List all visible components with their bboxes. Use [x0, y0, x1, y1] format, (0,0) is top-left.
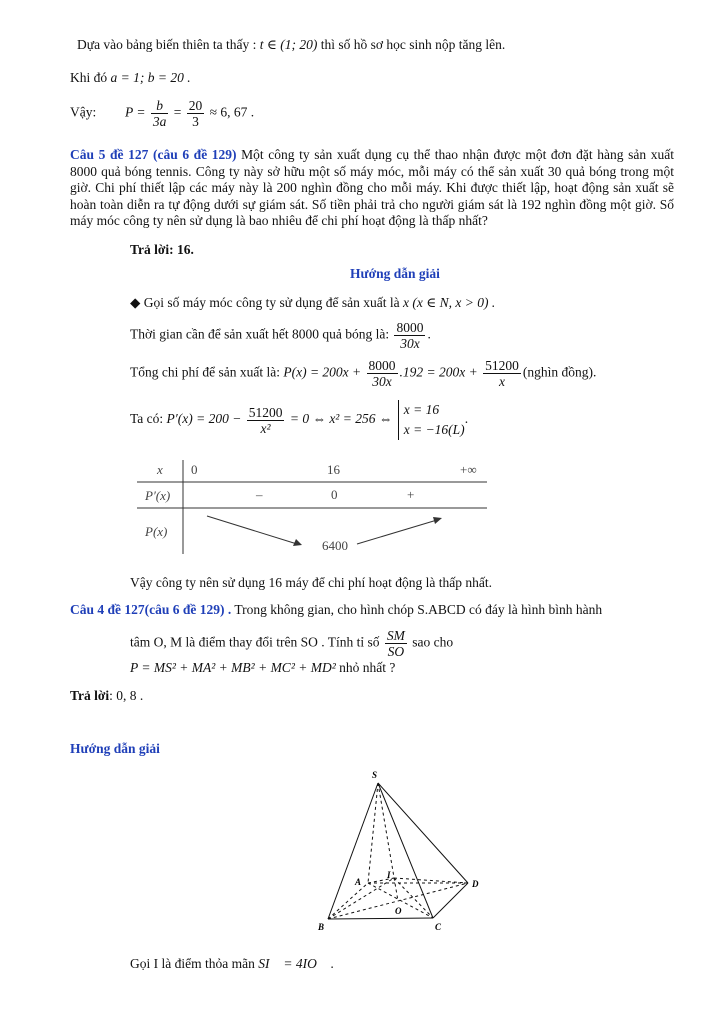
q5-answer: Trả lời: 16.	[130, 242, 194, 257]
increasing-arrowhead	[433, 517, 442, 524]
decreasing-arrowhead	[293, 539, 302, 546]
table-row-function: P(x)	[145, 524, 168, 539]
fraction-51200-x: $\frac{51200}{x}$	[485, 358, 519, 389]
q5-step-2: Thời gian cần để sản xuất hết 8000 quả bóng là: $\frac{8000}{30x}$ .	[130, 320, 431, 351]
question-4-formula: P = MS² + MA² + MB² + MC² + MD² nhỏ nhất ?	[130, 660, 396, 675]
question-4-title: Câu 4 đề 127(câu 6 đề 129) .	[70, 602, 232, 617]
table-x2: +∞	[460, 462, 477, 477]
q5-conclusion: Vậy công ty nên sử dụng 16 máy để chi phí hoạt động là thấp nhất.	[130, 575, 492, 590]
table-x1: 16	[327, 462, 340, 477]
q4-answer: Trả lời: 0, 8 .	[70, 688, 144, 703]
sign-plus: +	[407, 487, 415, 502]
pyramid-figure	[310, 768, 490, 938]
q5-step-1: ◆ Gọi số máy móc công ty sử dụng để sản xuất là x (x ∈ N, x > 0) .	[130, 295, 496, 310]
q5-step-4: Ta có: P′(x) = 200 − $\frac{51200}{\text{x²}}$ = 0 ⇔ x² = 256 ⇔ x = 16 x = −16(L) .	[130, 400, 468, 440]
label-S: S	[372, 770, 378, 780]
text-line-1: Dựa vào bảng biến thiên ta thấy : t ∈ (1; 20) thì số hồ sơ học sinh nộp tăng lên.	[77, 37, 506, 52]
table-row-derivative: P′(x)	[145, 488, 171, 503]
fraction-8000-30x-b: $\frac{8000}{30x}$	[368, 358, 396, 389]
q4-final-line: Gọi I là điểm thỏa mãn SI⃗ = 4IO⃗ .	[130, 956, 335, 971]
variation-table	[135, 458, 495, 558]
question-4-line-2: tâm O, M là điểm thay đổi trên SO . Tính tỉ số $\frac{SM}{SO}$ sao cho	[130, 628, 454, 659]
fraction-sm-so: $\frac{SM}{SO}$	[386, 628, 405, 659]
root-system: x = 16 x = −16(L)	[398, 400, 465, 440]
label-O: O	[395, 906, 402, 916]
sign-zero: 0	[331, 487, 338, 502]
fraction-51200-x2: $\frac{51200}{\text{x²}}$	[248, 404, 283, 436]
table-min-value: 6400	[322, 538, 348, 553]
label-I: I	[387, 870, 391, 880]
fraction-8000-30x: $\frac{8000}{30x}$	[396, 320, 424, 351]
table-row-x: x	[157, 462, 163, 477]
sign-minus: –	[256, 487, 263, 502]
question-5-title: Câu 5 đề 127 (câu 6 đề 129)	[70, 147, 237, 162]
label-C: C	[435, 922, 442, 932]
increasing-arrow	[357, 520, 437, 544]
table-x0: 0	[191, 462, 198, 477]
label-A: A	[355, 877, 362, 887]
q5-step-3: Tổng chi phí để sản xuất là: P(x) = 200x + $\frac{8000}{30x}$ .192 = 200x + $\frac{51200}{x}$ (nghìn đồng).	[130, 358, 597, 389]
label-D: D	[472, 879, 479, 889]
decreasing-arrow	[207, 516, 297, 544]
q4-guide-title: Hướng dẫn giải	[70, 741, 160, 756]
question-5-paragraph: Câu 5 đề 127 (câu 6 đề 129) Một công ty sản xuất dụng cụ thể thao nhận được một đơn đặt hàng sản xuất 8000 quả bóng tennis. Công ty này sở hữu một số máy móc, mỗi máy có thể sản xuất 30 quả bóng trong một giờ. Chi phí thiết lập các máy này là 200 nghìn đồng cho mỗi máy. Khi được thiết lập, hoạt động sản xuất sẽ hoàn toàn diễn ra tự động dưới sự giám sát. Số tiền phải trả cho người giám sát là 192 nghìn đồng một giờ. Số máy móc công ty nên sử dụng là bao nhiêu để chi phí hoạt động là thấp nhất?	[70, 147, 674, 228]
text-line-3: Vậy: P = $\frac{b}{3a}$ = $\frac{20}{3}$ ≈ 6, 67 .	[70, 98, 255, 129]
fraction-b-3a: $\frac{b}{3a}$	[152, 98, 167, 129]
text-line-2: Khi đó a = 1; b = 20 .	[70, 70, 191, 85]
question-4-line-1: Câu 4 đề 127(câu 6 đề 129) . Trong không gian, cho hình chóp S.ABCD có đáy là hình bình hành	[70, 602, 603, 617]
fraction-20-3: $\frac{20}{3}$	[188, 98, 203, 129]
label-B: B	[318, 922, 325, 932]
q5-guide-title: Hướng dẫn giải	[350, 266, 440, 281]
